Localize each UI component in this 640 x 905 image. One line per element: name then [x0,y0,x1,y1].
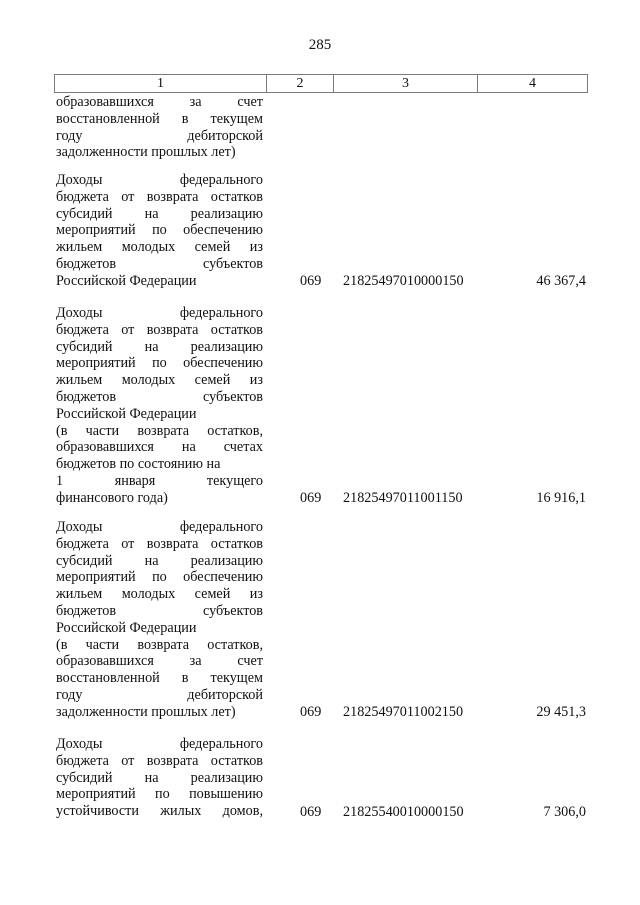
amount: 29 451,3 [536,704,586,721]
row-description: Доходы федерального бюджета от возврата остатков субсидий на реализацию мероприятий по повышению устойчивости жилых домов, [56,736,263,820]
column-header-row [54,74,588,93]
amount: 46 367,4 [536,273,586,290]
row-description: Доходы федерального бюджета от возврата остатков субсидий на реализацию мероприятий по обеспечению жильем молодых семей из бюджетов субъектов Российской Федерации [56,172,263,289]
row-description: образовавшихся за счет восстановленной в текущем году дебиторской задолженности прошлых лет) [56,94,263,161]
budget-classification-code: 21825497011002150 [343,704,464,721]
row-description: Доходы федерального бюджета от возврата остатков субсидий на реализацию мероприятий по обеспечению жильем молодых семей из бюджетов субъектов Российской Федерации (в части возврата остатков, образовавшихся за счет восстановленной в текущем году дебиторской задолженности прошлых лет) [56,519,263,720]
amount: 7 306,0 [543,804,586,821]
column-header-2: 2 [267,75,334,93]
column-header-1: 1 [55,75,267,93]
ministry-code: 069 [300,804,322,821]
budget-classification-code: 21825497011001150 [343,490,463,507]
table-row [54,94,588,162]
table-row [54,305,588,507]
table-row [54,172,588,290]
table-row [54,519,588,721]
budget-classification-code: 21825497010000150 [343,273,464,290]
row-description: Доходы федерального бюджета от возврата остатков субсидий на реализацию мероприятий по обеспечению жильем молодых семей из бюджетов субъектов Российской Федерации (в части возврата остатков, образовавшихся на счетах бюджетов по состоянию на 1 января текущего финансового года) [56,305,263,506]
ministry-code: 069 [300,490,322,507]
column-header-4: 4 [478,75,588,93]
page-number: 285 [308,37,332,53]
column-header-3: 3 [334,75,478,93]
amount: 16 916,1 [536,490,586,507]
table-row [54,736,588,821]
ministry-code: 069 [300,704,322,721]
ministry-code: 069 [300,273,322,290]
budget-classification-code: 21825540010000150 [343,804,464,821]
